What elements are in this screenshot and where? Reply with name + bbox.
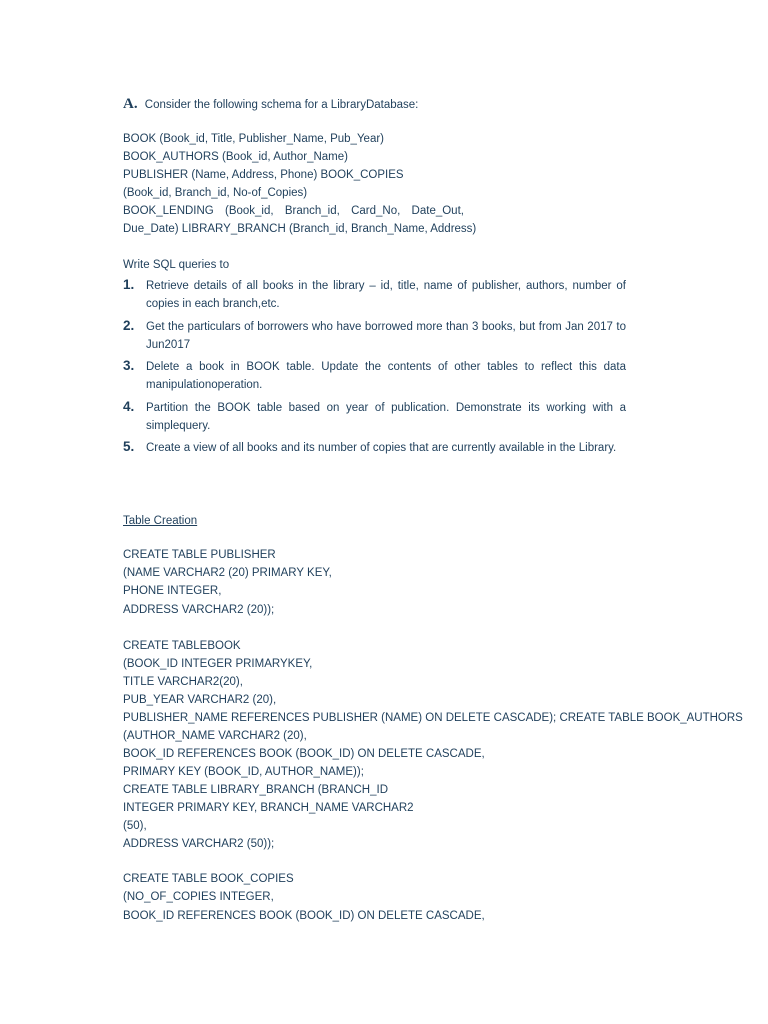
sql-line: ADDRESS VARCHAR2 (50));: [123, 838, 275, 850]
schema-line: BOOK (Book_id, Title, Publisher_Name, Pub_Year): [123, 133, 385, 145]
queries-heading: Write SQL queries to: [123, 259, 230, 271]
sql-line: CREATE TABLE LIBRARY_BRANCH (BRANCH_ID: [123, 784, 388, 796]
schema-word: BOOK_LENDING: [123, 205, 214, 217]
sql-line: CREATE TABLE BOOK_COPIES: [123, 873, 294, 885]
query-text: Partition the BOOK table based on year of publication. Demonstrate its working with a simplequery.: [146, 402, 626, 432]
sql-line: TITLE VARCHAR2(20),: [123, 676, 243, 688]
intro-text: Consider the following schema for a LibraryDatabase:: [144, 99, 419, 111]
sql-line: PHONE INTEGER,: [123, 585, 222, 597]
query-number: 5.: [123, 439, 135, 454]
sql-line: INTEGER PRIMARY KEY, BRANCH_NAME VARCHAR2: [123, 802, 414, 814]
query-number: 1.: [123, 277, 135, 292]
sql-line: (NAME VARCHAR2 (20) PRIMARY KEY,: [123, 567, 332, 579]
query-item: [123, 318, 626, 354]
sql-line: PUBLISHER_NAME REFERENCES PUBLISHER (NAME) ON DELETE CASCADE); CREATE TABLE BOOK_AUTHORS: [123, 712, 743, 724]
sql-line: BOOK_ID REFERENCES BOOK (BOOK_ID) ON DELETE CASCADE,: [123, 748, 485, 760]
schema-line: (Book_id, Branch_id, No-of_Copies): [123, 187, 308, 199]
query-number: 2.: [123, 318, 135, 333]
schema-line: Due_Date) LIBRARY_BRANCH (Branch_id, Branch_Name, Address): [123, 223, 477, 235]
sql-line: BOOK_ID REFERENCES BOOK (BOOK_ID) ON DELETE CASCADE,: [123, 910, 485, 922]
query-number: 4.: [123, 399, 135, 414]
schema-word: Date_Out,: [411, 205, 464, 217]
schema-line: BOOK_AUTHORS (Book_id, Author_Name): [123, 151, 348, 163]
schema-line-justified: [123, 202, 464, 220]
query-text: Retrieve details of all books in the library – id, title, name of publisher, authors, number of copies in each branch,etc.: [146, 280, 626, 310]
query-item: [123, 399, 626, 435]
sql-line: (BOOK_ID INTEGER PRIMARYKEY,: [123, 658, 313, 670]
sql-line: (NO_OF_COPIES INTEGER,: [123, 891, 274, 903]
sql-line: CREATE TABLEBOOK: [123, 640, 241, 652]
sql-line: (50),: [123, 820, 147, 832]
query-item: [123, 439, 626, 457]
query-item: [123, 358, 626, 394]
sql-line: (AUTHOR_NAME VARCHAR2 (20),: [123, 730, 307, 742]
sql-line: CREATE TABLE PUBLISHER: [123, 549, 276, 561]
sql-line: PRIMARY KEY (BOOK_ID, AUTHOR_NAME));: [123, 766, 364, 778]
query-number: 3.: [123, 358, 135, 373]
query-text: Create a view of all books and its number of copies that are currently available in the Library.: [146, 442, 617, 454]
query-text: Delete a book in BOOK table. Update the contents of other tables to reflect this data manipulationoperation.: [146, 361, 626, 391]
table-creation-heading: Table Creation: [123, 515, 198, 527]
sql-line: ADDRESS VARCHAR2 (20));: [123, 604, 275, 616]
schema-line: PUBLISHER (Name, Address, Phone) BOOK_COPIES: [123, 169, 404, 181]
section-letter: A.: [123, 96, 138, 112]
schema-word: Branch_id,: [284, 205, 340, 217]
sql-line: PUB_YEAR VARCHAR2 (20),: [123, 694, 277, 706]
schema-word: Card_No,: [351, 205, 401, 217]
schema-word: (Book_id,: [225, 205, 274, 217]
query-item: [123, 277, 626, 313]
query-text: Get the particulars of borrowers who have borrowed more than 3 books, but from Jan 2017 to Jun2017: [146, 321, 626, 351]
intro-line: [123, 95, 418, 114]
